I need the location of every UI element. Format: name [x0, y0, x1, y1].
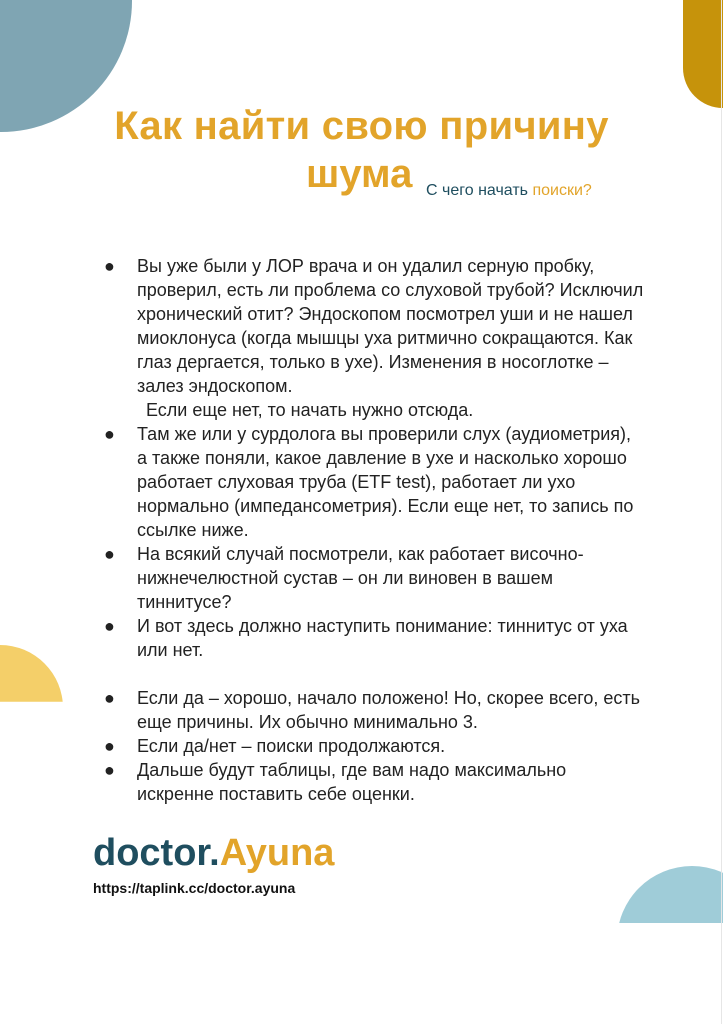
list-item-text: Если да – хорошо, начало положено! Но, скорее всего, есть еще причины. Их обычно минимально 3. — [137, 688, 641, 732]
page-title-line1: Как найти свою причину — [114, 104, 609, 148]
bullet-icon: ● — [104, 424, 115, 444]
bullet-icon: ● — [104, 688, 115, 708]
brand-part2: Ayuna — [219, 832, 335, 874]
page-title-line2: шума — [306, 152, 413, 196]
subtitle-part1: С чего начать — [426, 182, 528, 199]
bullet-icon: ● — [104, 616, 115, 636]
list-item-text: Если да/нет – поиски продолжаются. — [137, 736, 446, 756]
subtitle — [426, 182, 592, 200]
decorative-bar-top-right — [683, 0, 723, 108]
brand-part1: doctor. — [93, 832, 220, 874]
list-item-text: Дальше будут таблицы, где вам надо максимально искренне поставить себе оценки. — [137, 760, 567, 804]
bullet-icon: ● — [104, 736, 115, 756]
bullet-icon: ● — [104, 760, 115, 780]
decorative-semicircle-left — [0, 645, 63, 771]
list-spacer — [104, 662, 644, 686]
taplink-url[interactable]: https://taplink.cc/doctor.ayuna — [93, 880, 296, 896]
brand-logo — [93, 832, 334, 875]
list-item — [104, 614, 644, 662]
list-item-text: И вот здесь должно наступить понимание: тиннитус от уха или нет. — [137, 616, 628, 660]
list-item-text: Там же или у сурдолога вы проверили слух (аудиометрия), а также поняли, какое давление в ухе и насколько хорошо работает слуховая труба (ETF test), работает ли ухо нормально (импедансометрия). Если еще нет, то запись по ссылке ниже. — [137, 424, 634, 540]
list-item-text: Если еще нет, то начать нужно отсюда. — [146, 400, 474, 420]
list-item-text: На всякий случай посмотрели, как работает височно-нижнечелюстной сустав – он ли виновен в вашем тиннитусе? — [137, 544, 584, 612]
list-item — [104, 254, 644, 398]
list-item — [104, 758, 644, 806]
list-item — [104, 686, 644, 734]
list-item-text: Вы уже были у ЛОР врача и он удалил серную пробку, проверил, есть ли проблема со слуховой трубой? Исключил хронический отит? Эндоскопом посмотрел уши и не нашел миоклонуса (когда мышцы уха ритмично сокращаются. Как глаз дергается, только в ухе). Изменения в носоглотке – залез эндоскопом. — [137, 256, 644, 396]
bullet-icon: ● — [104, 544, 115, 564]
list-item — [104, 422, 644, 542]
page-edge-line — [721, 0, 722, 1024]
list-item — [104, 542, 644, 614]
checklist — [104, 254, 644, 806]
list-item-note — [104, 398, 644, 422]
decorative-semicircle-bottom-right — [617, 866, 723, 1016]
subtitle-part2: поиски? — [532, 182, 592, 199]
list-item — [104, 734, 644, 758]
bullet-icon: ● — [104, 256, 115, 276]
